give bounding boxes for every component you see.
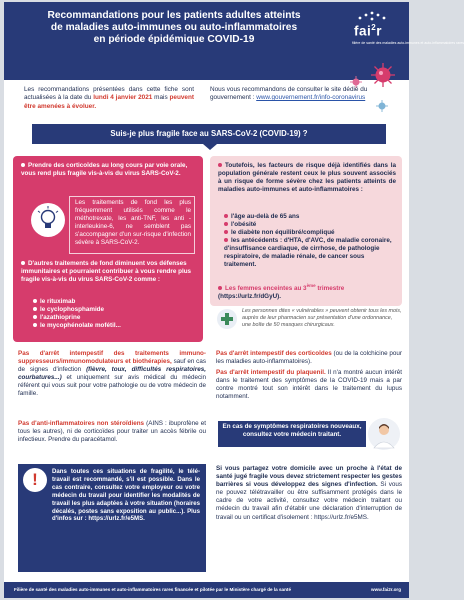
drug-list — [33, 298, 193, 330]
banner-arrow — [203, 144, 217, 150]
mid-left-1-head: Pas d'arrêt intempestif des traitements immuno-suppresseurs/immunomodulateurs et biothérapies, — [18, 350, 206, 366]
pregnant-a: Les femmes enceintes au 3 — [225, 285, 307, 293]
footer-website-link[interactable]: www.fai2r.org — [371, 587, 401, 592]
intro-left-c: peuvent être amenées à évoluer. — [24, 94, 194, 110]
bullet-dot — [224, 230, 228, 234]
logo-wordmark — [354, 23, 382, 39]
bullet-dot — [218, 163, 222, 167]
bullet-dot — [33, 315, 37, 319]
bullet-dot — [33, 323, 37, 327]
left-panel-p1 — [21, 162, 197, 178]
list-item — [224, 237, 398, 269]
drug-3: l'azathioprine — [40, 314, 81, 321]
bullet-dot — [21, 261, 25, 265]
page-title — [24, 10, 324, 47]
pregnant-line — [218, 282, 396, 301]
mid-left-1-c: et uniquement sur avis médical du médecin référent qui vous suit pour votre pathologie ou de votre médecin de famille. — [18, 374, 206, 398]
list-item — [224, 229, 398, 237]
list-item — [33, 322, 193, 330]
fai2r-logo[interactable] — [352, 10, 464, 48]
logo-sup: 2 — [371, 23, 377, 32]
mid-left-2 — [18, 420, 206, 444]
mid-left-2-head: Pas d'anti-inflammatoires non stéroïdiens — [18, 420, 145, 427]
logo-subtitle: filière de santé des maladies auto-immunes et auto-inflammatoires rares — [352, 41, 464, 45]
intro-right-a: Nous vous recommandons de consulter le site dédié du gouvernement : — [210, 86, 368, 102]
title-line-1: Recommandations pour les patients adultes atteints — [47, 10, 301, 21]
telework-box — [18, 464, 206, 572]
mid-left-1-b: (fièvre, toux, difficultés respiratoires, courbatures...) — [18, 366, 206, 382]
doctor-avatar-icon — [368, 418, 400, 450]
intro-left — [24, 86, 194, 111]
coronavirus-icon — [370, 62, 396, 88]
left-panel-box-text: Les traitements de fond les plus fréquemment utilisés comme le méthotrexate, les anti-TNF, les anti -interleukine-6, ne semblent pas s'accompagner d'un sur-risque d'infection sévère à SARS-CoV-2. — [75, 199, 191, 246]
list-item — [224, 221, 398, 229]
risk-factor-list — [224, 213, 398, 269]
mid-right-1-l2-head: Pas d'arrêt intempestif du plaquenil. — [216, 369, 326, 377]
pregnant-link[interactable]: (https://urlz.fr/dGyU). — [218, 293, 281, 300]
mid-right-1-l2-body: Il n'a montré aucun intérêt dans le traitement des symptômes de la COVID-19 mais a par contre montré tout son intérêt dans le traitement du lupus notamment. — [216, 369, 403, 401]
title-line-3: en période épidémique COVID-19 — [93, 34, 255, 46]
mid-left-1-a: sauf en cas de signes d'infection — [18, 358, 206, 374]
drug-2: le cyclophosphamide — [40, 306, 105, 313]
footer — [4, 582, 409, 598]
intro-date: lundi 4 janvier 2021 — [93, 94, 153, 102]
lightbulb-icon — [31, 203, 65, 237]
left-panel — [13, 156, 203, 342]
header-band — [4, 2, 464, 80]
bullet-dot — [218, 286, 222, 290]
right-panel-p1 — [218, 162, 396, 194]
risk-1: l'âge au-delà de 65 ans — [231, 213, 300, 220]
warning-exclamation-icon: ! — [23, 468, 47, 492]
pregnant-b: trimestre — [315, 285, 345, 293]
bottom-right-head: Si vous partagez votre domicile avec un proche à l'état de santé jugé fragile vous devez strictement respecter les gestes barrières si vous développez des signes d'infection. — [216, 465, 402, 489]
logo-dots-icon — [352, 10, 396, 24]
risk-2: l'obésité — [231, 221, 257, 228]
bottom-right-body: Si vous ne pouvez télétravailler ou être suffisamment protégés dans le cadre de votre activité, consultez votre médecin traitant ou médecin du travail afin d'établir une déclaration d'interruption de travail ou un certificat d'isolement : https://urlz.fr/e5MS. — [216, 481, 402, 521]
list-item — [224, 213, 398, 221]
symptoms-box: En cas de symptômes respiratoires nouveaux, consultez votre médecin traitant. — [218, 421, 366, 447]
pharmacy-cross-icon — [216, 308, 238, 330]
fiche-page — [4, 2, 464, 598]
bullet-dot — [224, 222, 228, 226]
lightbulb-badge — [31, 203, 65, 237]
intro-right — [210, 86, 390, 103]
bullet-dot — [224, 238, 228, 242]
risk-4: les antécédents : d'HTA, d'AVC, de maladie coronaire, d'insuffisance cardiaque, de cirrhose, de pathologie respiratoire, de maladie rénale, de cancer sous traitement. — [224, 237, 392, 268]
intro-left-b: mais — [152, 94, 170, 102]
bullet-dot — [21, 163, 25, 167]
pharmacy-note: Les personnes dites « vulnérables » peuvent obtenir tous les mois, auprès de leur pharmacien sur présentation d'une ordonnance, une boîte de 50 masques chirurgicaux. — [242, 308, 402, 328]
list-item — [33, 314, 193, 322]
title-line-2: de maladies auto-immunes ou auto-inflammatoires — [50, 22, 298, 34]
plaquenil-line — [216, 369, 402, 401]
mid-right-1-l1-head: Pas d'arrêt intempestif des corticoïdes — [216, 350, 332, 357]
bullet-dot — [33, 299, 37, 303]
logo-text: fai — [354, 23, 372, 39]
left-panel-p2-text: D'autres traitements de fond diminuent vos défenses immunitaires et pourraient contribuer à vous rendre plus fragile vis-à-vis du virus SARS-CoV-2 comme : — [21, 260, 192, 283]
drug-1: le rituximab — [40, 298, 76, 305]
mid-right-1-l1-body: (ou de la colchicine pour les maladies auto-inflammatoires). — [216, 350, 402, 366]
intro-left-a: Les recommandations présentées dans cette fiche sont actualisées à la date du — [24, 86, 194, 102]
footer-left: Filière de santé des maladies auto-immunes et auto-inflammatoires rares financée et pilotée par le Ministère chargé de la santé — [14, 587, 291, 592]
list-item — [33, 298, 193, 306]
mid-right-1 — [216, 350, 402, 402]
bottom-right — [216, 465, 402, 522]
corticoides-line — [216, 350, 402, 366]
mid-left-1 — [18, 350, 206, 399]
bullet-dot — [33, 307, 37, 311]
left-panel-p1-text: Prendre des corticoïdes au long cours par voie orale, vous rend plus fragile vis-à-vis du virus SARS-CoV-2. — [21, 162, 188, 177]
risk-3: le diabète non équilibré/compliqué — [231, 229, 335, 236]
right-panel-p1-text: Toutefois, les facteurs de risque déjà identifiés dans la population générale restent ceux le plus souvent associés à un risque de forme sévère chez les patients atteints de maladies auto-immunes et auto-inflammatoires : — [218, 162, 396, 193]
telework-text: Dans toutes ces situations de fragilité, le télé-travail est recommandé, s'il est possible. Dans le cas contraire, consultez votre employeur ou votre médecin du travail pour identifier les modalités de travail les plus adaptées à votre situation (horaires décalés, postes sans exposition au public...). Plus d'infos sur : https://urlz.fr/e5MS. — [52, 468, 200, 523]
drug-4: le mycophénolate mofétil... — [40, 322, 121, 329]
mid-left-2-body: (AINS : ibuprofène et tous les autres), ni de corticoïdes pour traiter un accès fébrile ou infectieux. Prendre du paracétamol. — [18, 420, 206, 444]
left-panel-p2 — [21, 260, 197, 284]
pregnant-sup: ème — [306, 283, 316, 288]
list-item — [33, 306, 193, 314]
gouvernement-link[interactable]: www.gouvernement.fr/info-coronavirus — [256, 94, 366, 102]
right-panel — [210, 156, 402, 306]
bullet-dot — [224, 214, 228, 218]
section-banner: Suis-je plus fragile face au SARS-CoV-2 (COVID-19) ? — [32, 124, 386, 144]
logo-end: r — [376, 23, 382, 39]
